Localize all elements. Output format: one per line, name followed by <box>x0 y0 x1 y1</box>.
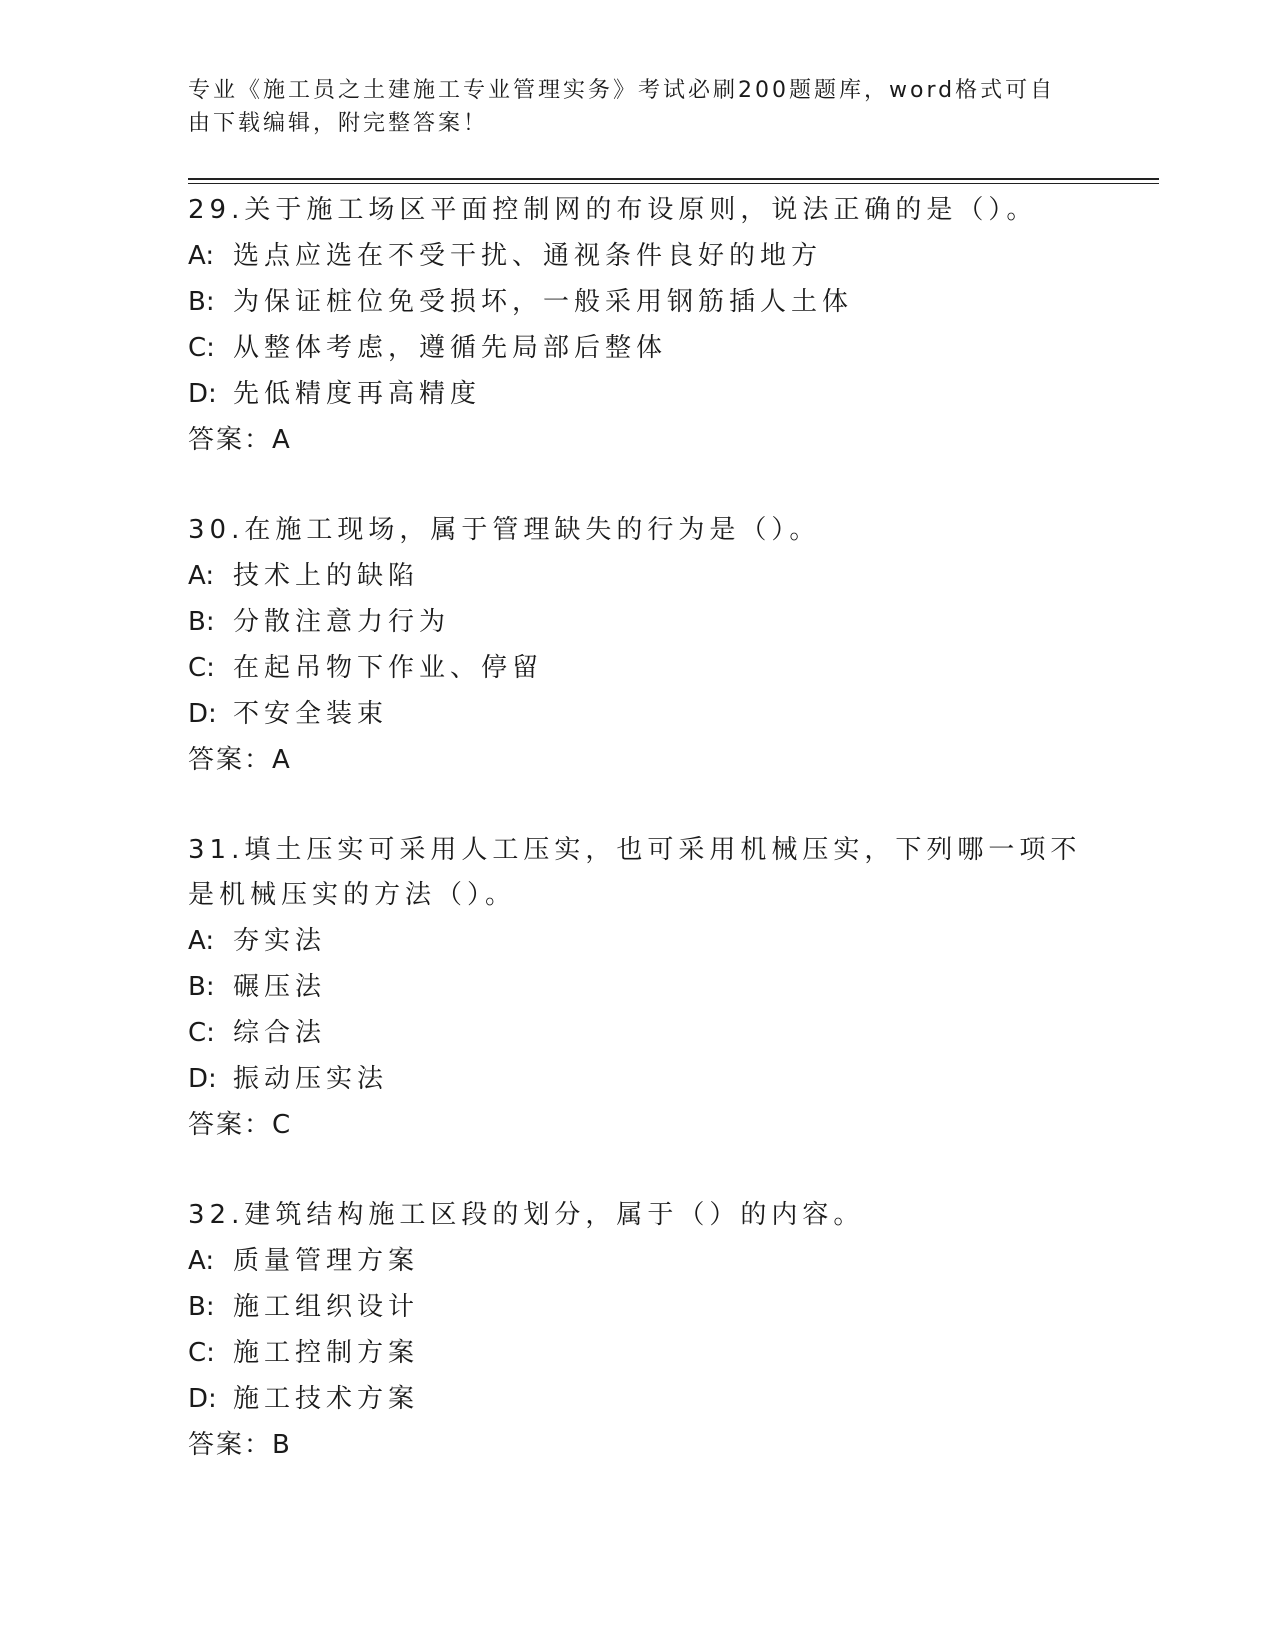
option-b <box>188 279 1088 325</box>
option-letter: A: <box>188 561 215 591</box>
option-letter: C: <box>188 1018 215 1048</box>
option-text: 施工组织设计 <box>233 1292 420 1322</box>
option-b <box>188 1284 1088 1330</box>
option-letter: B: <box>188 287 215 317</box>
question-32 <box>188 1193 1088 1468</box>
option-text: 质量管理方案 <box>233 1246 420 1276</box>
option-text: 不安全装束 <box>233 699 389 729</box>
option-letter: A: <box>188 926 215 956</box>
question-30 <box>188 508 1088 783</box>
option-letter: C: <box>188 653 215 683</box>
option-letter: C: <box>188 1338 215 1368</box>
question-31 <box>188 828 1088 1148</box>
option-letter: D: <box>188 1384 217 1414</box>
option-text: 碾压法 <box>233 972 327 1002</box>
option-letter: D: <box>188 379 217 409</box>
option-d <box>188 1376 1088 1422</box>
option-letter: C: <box>188 333 215 363</box>
document-intro: 专业《施工员之土建施工专业管理实务》考试必刷200题题库，word格式可自由下载编辑，附完整答案！ <box>188 78 1056 136</box>
question-list <box>188 188 1088 1513</box>
option-b <box>188 964 1088 1010</box>
option-letter: A: <box>188 241 215 271</box>
option-text: 综合法 <box>233 1018 327 1048</box>
answer: 答案：A <box>188 745 292 775</box>
option-text: 在起吊物下作业、停留 <box>233 653 544 683</box>
question-stem: 31.填土压实可采用人工压实，也可采用机械压实，下列哪一项不是机械压实的方法（）。 <box>188 835 1082 910</box>
option-text: 选点应选在不受干扰、通视条件良好的地方 <box>233 241 823 271</box>
option-text: 为保证桩位免受损坏，一般采用钢筋插人土体 <box>233 287 854 317</box>
option-text: 分散注意力行为 <box>233 607 451 637</box>
question-stem: 32.建筑结构施工区段的划分，属于（）的内容。 <box>188 1200 865 1230</box>
option-letter: D: <box>188 1064 217 1094</box>
option-text: 先低精度再高精度 <box>233 379 482 409</box>
option-a <box>188 1238 1088 1284</box>
option-a <box>188 918 1088 964</box>
option-text: 施工控制方案 <box>233 1338 420 1368</box>
option-c <box>188 325 1088 371</box>
option-c <box>188 645 1088 691</box>
option-letter: D: <box>188 699 217 729</box>
option-c <box>188 1010 1088 1056</box>
option-a <box>188 553 1088 599</box>
option-b <box>188 599 1088 645</box>
option-d <box>188 371 1088 417</box>
option-a <box>188 233 1088 279</box>
answer: 答案：B <box>188 1430 292 1460</box>
option-d <box>188 691 1088 737</box>
option-letter: B: <box>188 1292 215 1322</box>
option-text: 振动压实法 <box>233 1064 389 1094</box>
answer: 答案：C <box>188 1110 293 1140</box>
option-c <box>188 1330 1088 1376</box>
question-29 <box>188 188 1088 463</box>
header-divider <box>188 178 1159 180</box>
option-text: 技术上的缺陷 <box>233 561 420 591</box>
option-text: 夯实法 <box>233 926 327 956</box>
option-d <box>188 1056 1088 1102</box>
header-divider-thin <box>188 183 1159 184</box>
option-text: 施工技术方案 <box>233 1384 420 1414</box>
answer: 答案：A <box>188 425 292 455</box>
option-letter: A: <box>188 1246 215 1276</box>
option-letter: B: <box>188 607 215 637</box>
question-stem: 30.在施工现场，属于管理缺失的行为是（）。 <box>188 515 821 545</box>
question-stem: 29.关于施工场区平面控制网的布设原则，说法正确的是（）。 <box>188 195 1038 225</box>
option-letter: B: <box>188 972 215 1002</box>
option-text: 从整体考虑，遵循先局部后整体 <box>233 333 668 363</box>
